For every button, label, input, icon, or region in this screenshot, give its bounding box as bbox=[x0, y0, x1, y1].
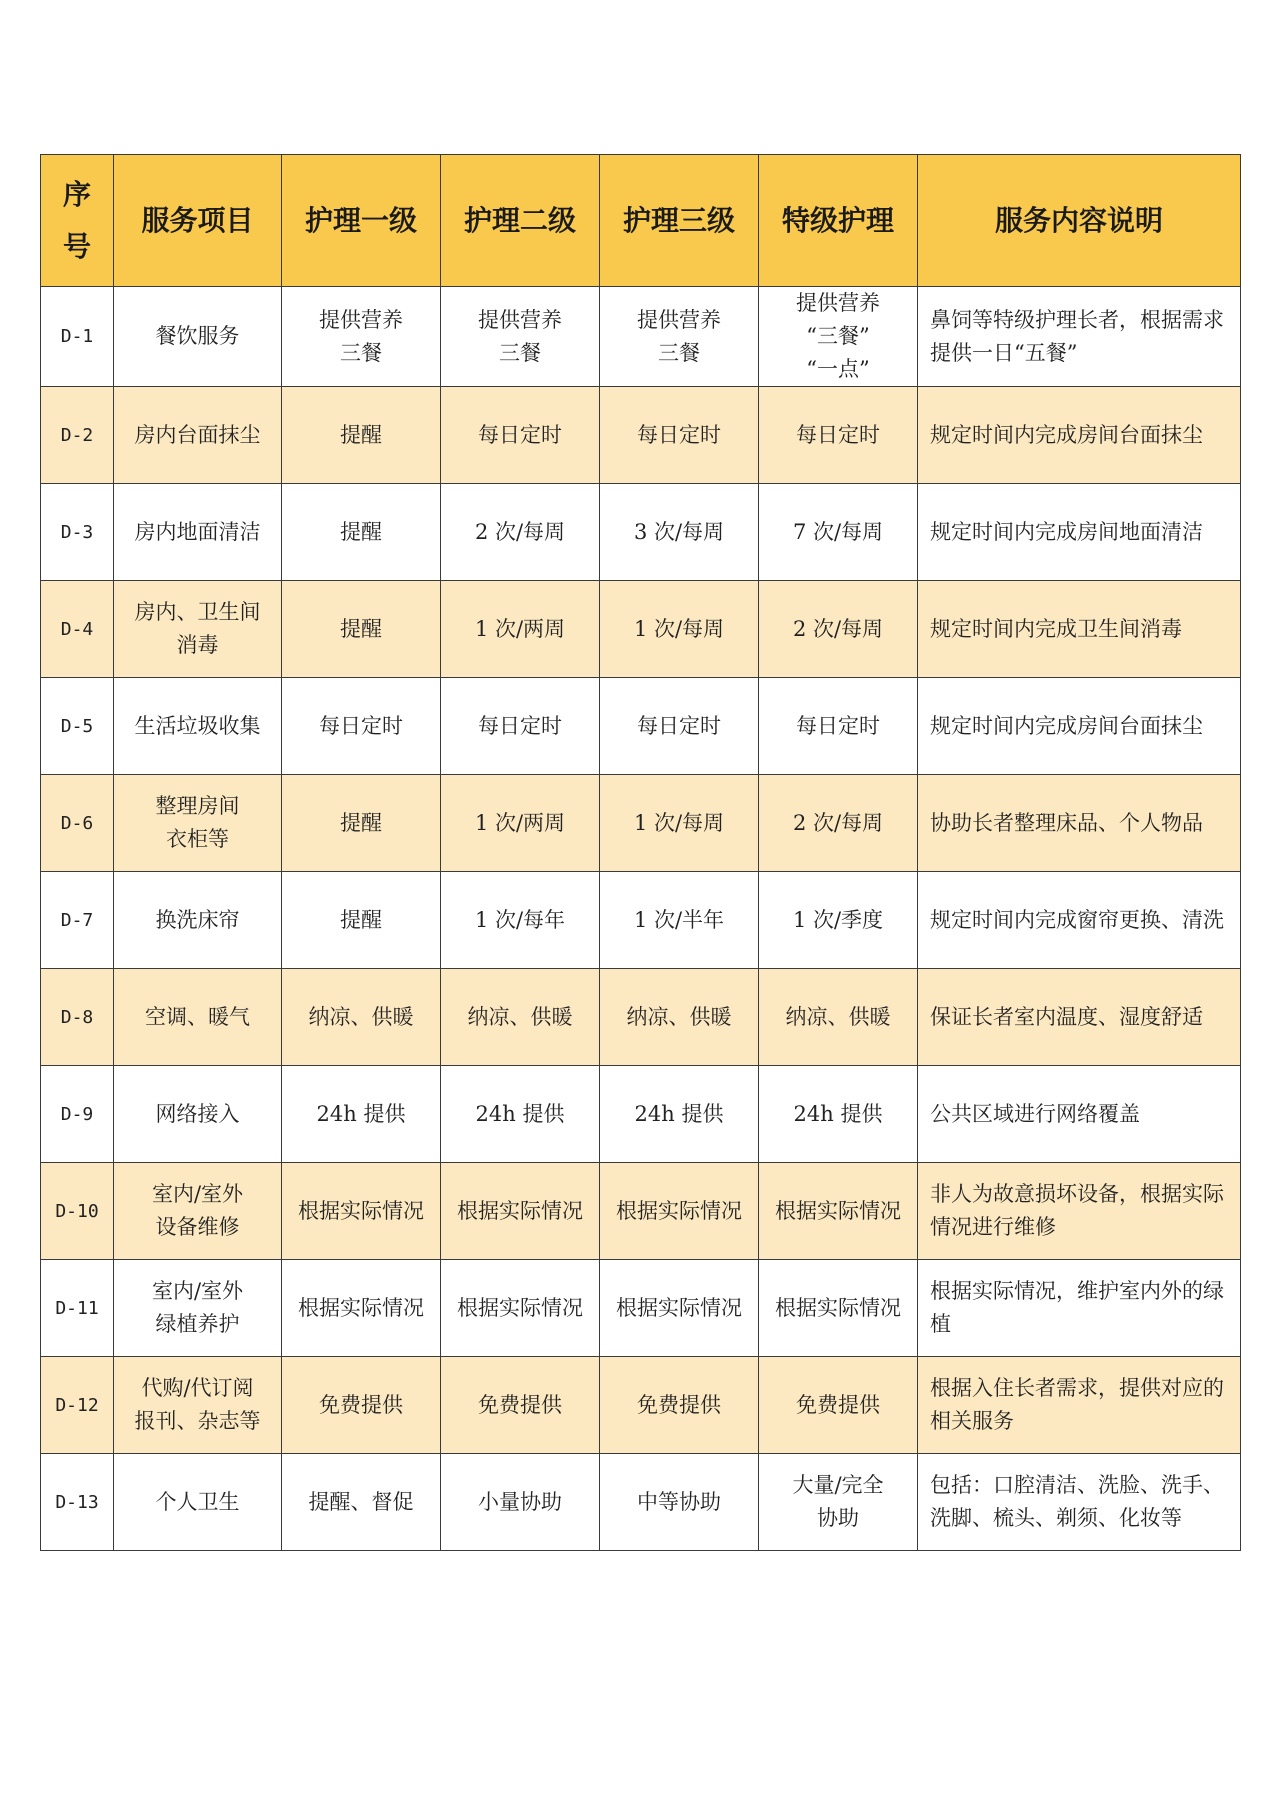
care-level-3-cell: 24h 提供 bbox=[600, 1066, 759, 1163]
care-level-1-cell: 提醒 bbox=[282, 872, 441, 969]
special-care-cell: 2 次/每周 bbox=[759, 775, 918, 872]
care-level-1-cell: 纳凉、供暖 bbox=[282, 969, 441, 1066]
care-level-1-cell: 免费提供 bbox=[282, 1357, 441, 1454]
description-cell: 规定时间内完成房间台面抹尘 bbox=[918, 678, 1241, 775]
care-level-1-cell: 根据实际情况 bbox=[282, 1163, 441, 1260]
special-care-cell: 1 次/季度 bbox=[759, 872, 918, 969]
care-level-2-cell: 24h 提供 bbox=[441, 1066, 600, 1163]
table-row bbox=[41, 775, 1241, 872]
table-row bbox=[41, 1357, 1241, 1454]
table-row bbox=[41, 1066, 1241, 1163]
care-level-3-cell: 1 次/每周 bbox=[600, 581, 759, 678]
care-level-3-cell: 根据实际情况 bbox=[600, 1163, 759, 1260]
special-care-cell: 提供营养 “三餐” “一点” bbox=[759, 287, 918, 387]
service-item-cell: 网络接入 bbox=[114, 1066, 282, 1163]
special-care-cell: 免费提供 bbox=[759, 1357, 918, 1454]
row-id-cell: D-4 bbox=[41, 581, 114, 678]
care-level-2-cell: 提供营养 三餐 bbox=[441, 287, 600, 387]
care-level-2-cell: 纳凉、供暖 bbox=[441, 969, 600, 1066]
care-level-3-cell: 每日定时 bbox=[600, 678, 759, 775]
care-level-3-cell: 提供营养 三餐 bbox=[600, 287, 759, 387]
service-item-cell: 生活垃圾收集 bbox=[114, 678, 282, 775]
special-care-cell: 每日定时 bbox=[759, 387, 918, 484]
description-cell: 协助长者整理床品、个人物品 bbox=[918, 775, 1241, 872]
description-cell: 规定时间内完成房间地面清洁 bbox=[918, 484, 1241, 581]
row-id-cell: D-11 bbox=[41, 1260, 114, 1357]
table-row bbox=[41, 678, 1241, 775]
care-level-3-cell: 中等协助 bbox=[600, 1454, 759, 1551]
care-level-2-cell: 1 次/每年 bbox=[441, 872, 600, 969]
description-cell: 公共区域进行网络覆盖 bbox=[918, 1066, 1241, 1163]
service-item-cell: 代购/代订阅 报刊、杂志等 bbox=[114, 1357, 282, 1454]
description-cell: 保证长者室内温度、湿度舒适 bbox=[918, 969, 1241, 1066]
description-cell: 鼻饲等特级护理长者，根据需求提供一日“五餐” bbox=[918, 287, 1241, 387]
header-service-item: 服务项目 bbox=[114, 155, 282, 287]
care-level-3-cell: 每日定时 bbox=[600, 387, 759, 484]
care-level-1-cell: 提醒、督促 bbox=[282, 1454, 441, 1551]
care-level-2-cell: 1 次/两周 bbox=[441, 775, 600, 872]
care-service-table bbox=[40, 154, 1241, 1551]
header-special-care: 特级护理 bbox=[759, 155, 918, 287]
service-item-cell: 房内、卫生间 消毒 bbox=[114, 581, 282, 678]
special-care-cell: 大量/完全 协助 bbox=[759, 1454, 918, 1551]
header-care-level-1: 护理一级 bbox=[282, 155, 441, 287]
row-id-cell: D-12 bbox=[41, 1357, 114, 1454]
description-cell: 包括：口腔清洁、洗脸、洗手、洗脚、梳头、剃须、化妆等 bbox=[918, 1454, 1241, 1551]
table-row bbox=[41, 1454, 1241, 1551]
care-level-1-cell: 提供营养 三餐 bbox=[282, 287, 441, 387]
care-level-1-cell: 提醒 bbox=[282, 387, 441, 484]
special-care-cell: 纳凉、供暖 bbox=[759, 969, 918, 1066]
header-care-level-3: 护理三级 bbox=[600, 155, 759, 287]
care-level-3-cell: 根据实际情况 bbox=[600, 1260, 759, 1357]
row-id-cell: D-1 bbox=[41, 287, 114, 387]
special-care-cell: 每日定时 bbox=[759, 678, 918, 775]
care-level-3-cell: 1 次/半年 bbox=[600, 872, 759, 969]
header-seq: 序 号 bbox=[41, 155, 114, 287]
row-id-cell: D-3 bbox=[41, 484, 114, 581]
special-care-cell: 7 次/每周 bbox=[759, 484, 918, 581]
table-body bbox=[41, 287, 1241, 1551]
table-row bbox=[41, 287, 1241, 387]
table-row bbox=[41, 1260, 1241, 1357]
care-level-2-cell: 每日定时 bbox=[441, 387, 600, 484]
care-level-2-cell: 每日定时 bbox=[441, 678, 600, 775]
service-item-cell: 房内台面抹尘 bbox=[114, 387, 282, 484]
description-cell: 规定时间内完成卫生间消毒 bbox=[918, 581, 1241, 678]
service-table-sheet bbox=[40, 154, 1240, 1551]
table-row bbox=[41, 1163, 1241, 1260]
header-description: 服务内容说明 bbox=[918, 155, 1241, 287]
service-item-cell: 换洗床帘 bbox=[114, 872, 282, 969]
care-level-2-cell: 小量协助 bbox=[441, 1454, 600, 1551]
care-level-2-cell: 根据实际情况 bbox=[441, 1260, 600, 1357]
care-level-1-cell: 根据实际情况 bbox=[282, 1260, 441, 1357]
description-cell: 规定时间内完成房间台面抹尘 bbox=[918, 387, 1241, 484]
row-id-cell: D-6 bbox=[41, 775, 114, 872]
special-care-cell: 根据实际情况 bbox=[759, 1260, 918, 1357]
description-cell: 非人为故意损坏设备，根据实际情况进行维修 bbox=[918, 1163, 1241, 1260]
service-item-cell: 空调、暖气 bbox=[114, 969, 282, 1066]
care-level-3-cell: 1 次/每周 bbox=[600, 775, 759, 872]
row-id-cell: D-2 bbox=[41, 387, 114, 484]
description-cell: 规定时间内完成窗帘更换、清洗 bbox=[918, 872, 1241, 969]
care-level-2-cell: 免费提供 bbox=[441, 1357, 600, 1454]
care-level-2-cell: 根据实际情况 bbox=[441, 1163, 600, 1260]
service-item-cell: 个人卫生 bbox=[114, 1454, 282, 1551]
table-header-row bbox=[41, 155, 1241, 287]
header-care-level-2: 护理二级 bbox=[441, 155, 600, 287]
service-item-cell: 房内地面清洁 bbox=[114, 484, 282, 581]
row-id-cell: D-5 bbox=[41, 678, 114, 775]
care-level-3-cell: 纳凉、供暖 bbox=[600, 969, 759, 1066]
service-item-cell: 室内/室外 绿植养护 bbox=[114, 1260, 282, 1357]
description-cell: 根据入住长者需求，提供对应的相关服务 bbox=[918, 1357, 1241, 1454]
table-row bbox=[41, 387, 1241, 484]
care-level-1-cell: 提醒 bbox=[282, 484, 441, 581]
special-care-cell: 24h 提供 bbox=[759, 1066, 918, 1163]
care-level-3-cell: 3 次/每周 bbox=[600, 484, 759, 581]
table-row bbox=[41, 581, 1241, 678]
special-care-cell: 根据实际情况 bbox=[759, 1163, 918, 1260]
description-cell: 根据实际情况，维护室内外的绿植 bbox=[918, 1260, 1241, 1357]
care-level-2-cell: 1 次/两周 bbox=[441, 581, 600, 678]
row-id-cell: D-9 bbox=[41, 1066, 114, 1163]
service-item-cell: 整理房间 衣柜等 bbox=[114, 775, 282, 872]
table-row bbox=[41, 484, 1241, 581]
care-level-1-cell: 每日定时 bbox=[282, 678, 441, 775]
row-id-cell: D-7 bbox=[41, 872, 114, 969]
table-row bbox=[41, 969, 1241, 1066]
care-level-3-cell: 免费提供 bbox=[600, 1357, 759, 1454]
row-id-cell: D-10 bbox=[41, 1163, 114, 1260]
special-care-cell: 2 次/每周 bbox=[759, 581, 918, 678]
care-level-1-cell: 提醒 bbox=[282, 775, 441, 872]
service-item-cell: 餐饮服务 bbox=[114, 287, 282, 387]
care-level-2-cell: 2 次/每周 bbox=[441, 484, 600, 581]
care-level-1-cell: 提醒 bbox=[282, 581, 441, 678]
row-id-cell: D-8 bbox=[41, 969, 114, 1066]
service-item-cell: 室内/室外 设备维修 bbox=[114, 1163, 282, 1260]
table-row bbox=[41, 872, 1241, 969]
care-level-1-cell: 24h 提供 bbox=[282, 1066, 441, 1163]
row-id-cell: D-13 bbox=[41, 1454, 114, 1551]
